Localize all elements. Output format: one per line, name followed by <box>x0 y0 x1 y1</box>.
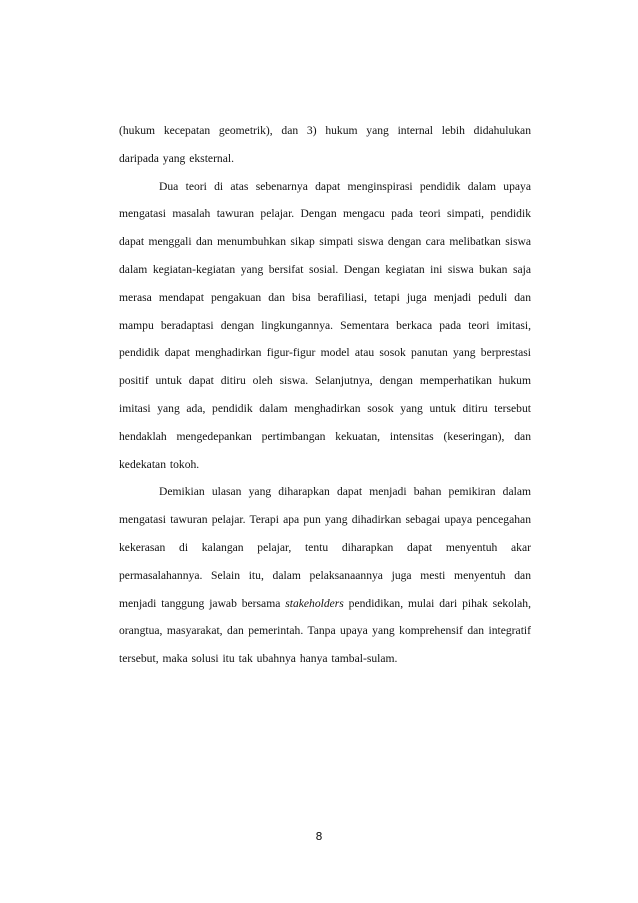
paragraph <box>119 478 531 673</box>
paragraph <box>119 173 531 479</box>
paragraph-text: Dua teori di atas sebenarnya dapat menginspirasi pendidik dalam upaya mengatasi masalah tawuran pelajar. Dengan mengacu pada teori simpati, pendidik dapat menggali dan menumbuhkan sikap simpati siswa dengan cara melibatkan siswa dalam kegiatan-kegiatan yang bersifat sosial. Dengan kegiatan ini siswa bukan saja merasa mendapat pengakuan dan bisa berafiliasi, tetapi juga menjadi peduli dan mampu beradaptasi dengan lingkungannya. Sementara berkaca pada teori imitasi, pendidik dapat menghadirkan figur-figur model atau sosok panutan yang berprestasi positif untuk dapat ditiru oleh siswa. Selanjutnya, dengan memperhatikan hukum imitasi yang ada, pendidik dalam menghadirkan sosok yang untuk ditiru tersebut hendaklah mengedepankan pertimbangan kekuatan, intensitas (keseringan), dan kedekatan tokoh. <box>119 179 531 471</box>
paragraph <box>119 117 531 173</box>
paragraph-text: Demikian ulasan yang diharapkan dapat menjadi bahan pemikiran dalam mengatasi tawuran pelajar. Terapi apa pun yang dihadirkan sebagai upaya pencegahan kekerasan di kalangan pelajar, tentu diharapkan dapat menyentuh akar permasalahannya. Selain itu, dalam pelaksanaannya juga mesti menyentuh dan menjadi tanggung jawab bersama <box>119 485 531 610</box>
document-body <box>119 117 531 673</box>
italic-term: stakeholders <box>285 596 344 610</box>
page-number: 8 <box>315 830 323 843</box>
paragraph-text: (hukum kecepatan geometrik), dan 3) hukum yang internal lebih didahulukan daripada yang eksternal. <box>119 124 531 165</box>
paragraph-text: pendidikan, mulai dari pihak sekolah, orangtua, masyarakat, dan pemerintah. Tanpa upaya yang komprehensif dan integratif tersebut, maka solusi itu tak ubahnya hanya tambal-sulam. <box>119 596 531 666</box>
